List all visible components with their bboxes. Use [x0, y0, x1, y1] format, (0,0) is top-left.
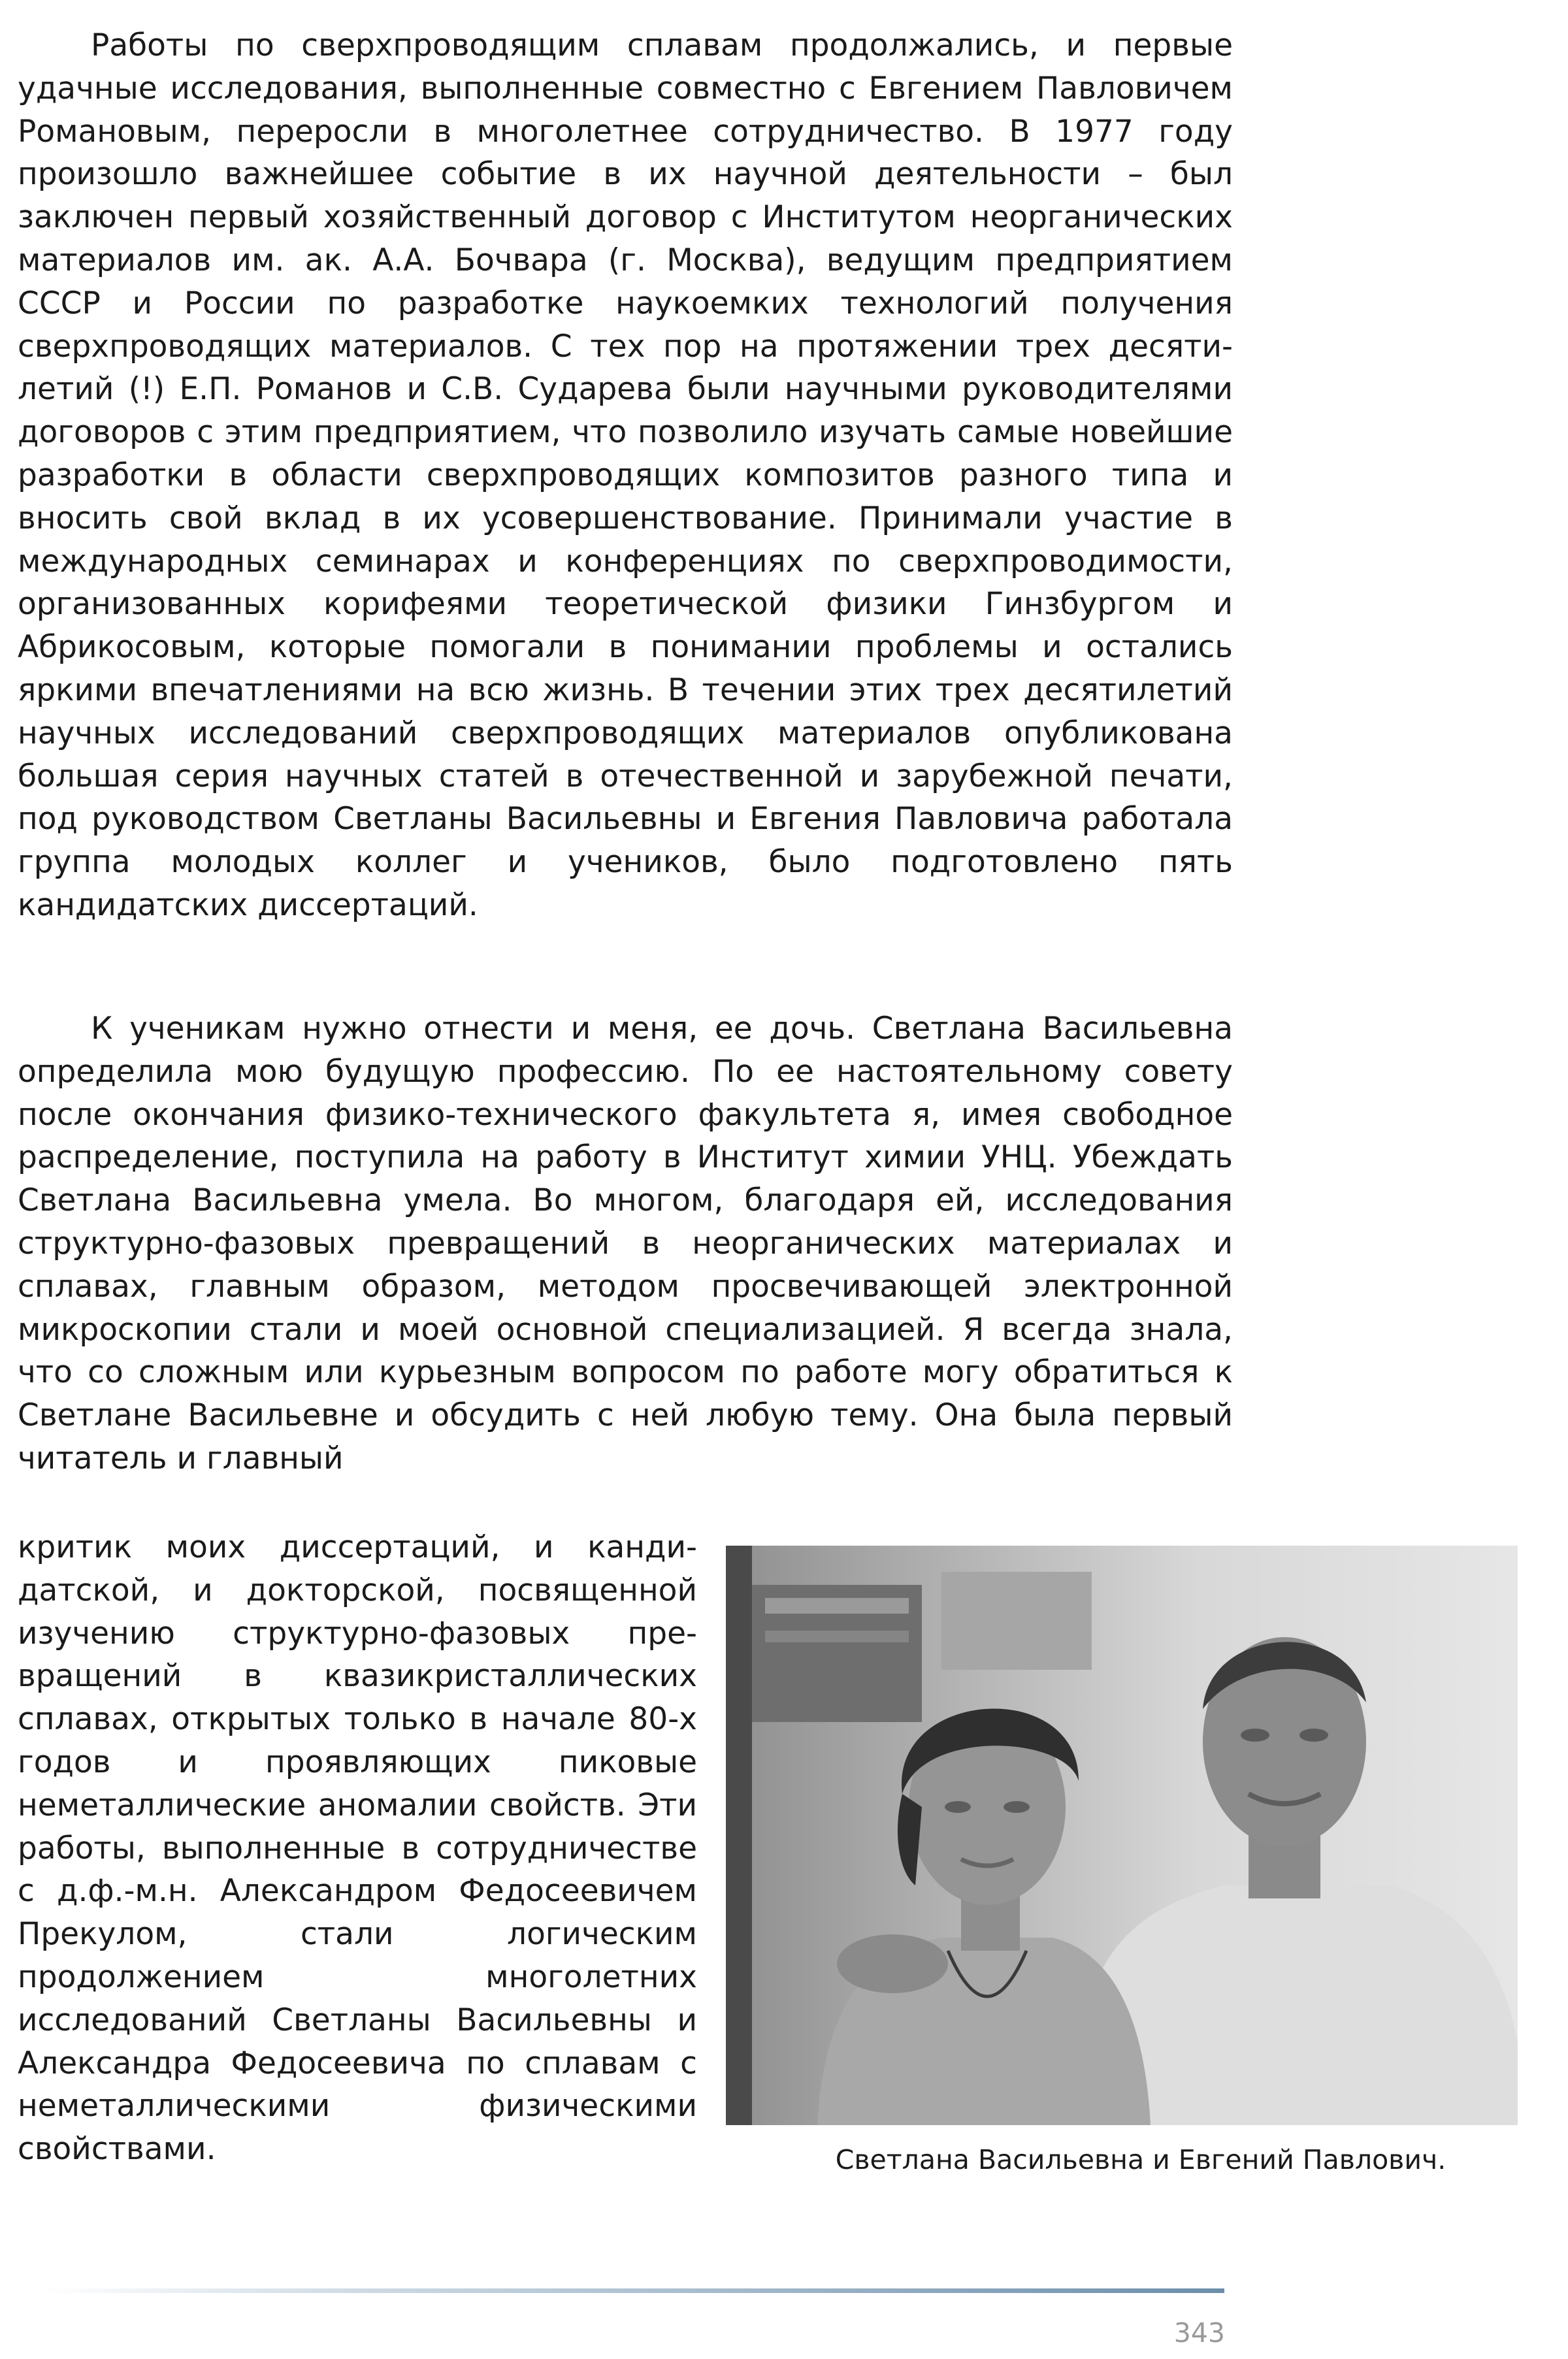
page-number: 343 — [1173, 2317, 1225, 2349]
portrait-photo — [726, 1546, 1518, 2125]
paragraph-students: К ученикам нужно отнести и меня, ее дочь. Светлана Васильевна определила мою будущую профессию. По ее настоятельному совету после окончания физико-технического факультета я, имея свободное распределение, поступила на работу в Институт химии УНЦ. Убеждать Светлана Васильевна умела. Во многом, благодаря ей, исследования структурно-фазовых превращений в неорганических материалах и сплавах, главным образом, методом просвечивающей электронной микроскопии стали и моей основной специализацией. Я всегда знала, что со сложным или курьезным вопросом по работе могу обратиться к Светлане Васильевне и обсудить с ней любую тему. Она была первый читатель и главный — [18, 1011, 1233, 1476]
paragraph-superconducting-alloys: Работы по сверхпроводящим сплавам продолжались, и первые удачные исследования, выполненные совместно с Евгением Павловичем Романовым, переросли в многолетнее сотрудничество. В 1977 году произошло важнейшее событие в их научной деятельности – был заключен первый хозяйственный договор с Институтом неорганических материалов им. ак. А.А. Бочвара (г. Москва), ведущим предприятием СССР и России по разработке наукоемких технологий получения сверхпроводящих материалов. С тех пор на протяжении трех десятилетий (!) Е.П. Романов и С.В. Сударева были научными руководителями договоров с этим предприятием, что позволило изучать самые новейшие разработки в области сверхпроводящих композитов разного типа и вносить свой вклад в их усовершенствование. Принимали участие в международных семинарах и конференциях по сверхпроводимости, организованных корифеями теоретической физики Гинзбургом и Абрикосовым, которые помогали в понимании проблемы и остались яркими впечатлениями на всю жизнь. В течении этих трех десятилетий научных исследований сверхпроводящих материалов опубликована большая серия научных статей в отечественной и зарубежной печати, под руководством Светланы Васильевны и Евгения Павловича работала группа молодых коллег и учеников, было подготовлено пять кандидатских диссертаций. — [18, 27, 1233, 923]
footer-rule — [43, 2288, 1224, 2293]
paragraph-dissertations: критик моих диссертаций, и кандидатской, и докторской, посвященной изучению структурно-фазовых превращений в квазикристаллических сплавах, открытых только в начале 80-х годов и проявляющих пиковые неметаллические аномалии свойств. Эти работы, выполненные в сотрудничестве с д.ф.-м.н. Александром Федосеевичем Прекулом, стали логическим продолжением многолетних исследований Светланы Васильевны и Александра Федосеевича по сплавам с неметаллическими физическими свойствами. — [18, 1529, 697, 2168]
portrait-photo-image — [726, 1546, 1518, 2125]
photo-caption: Светлана Васильевна и Евгений Павлович. — [835, 2144, 1446, 2175]
